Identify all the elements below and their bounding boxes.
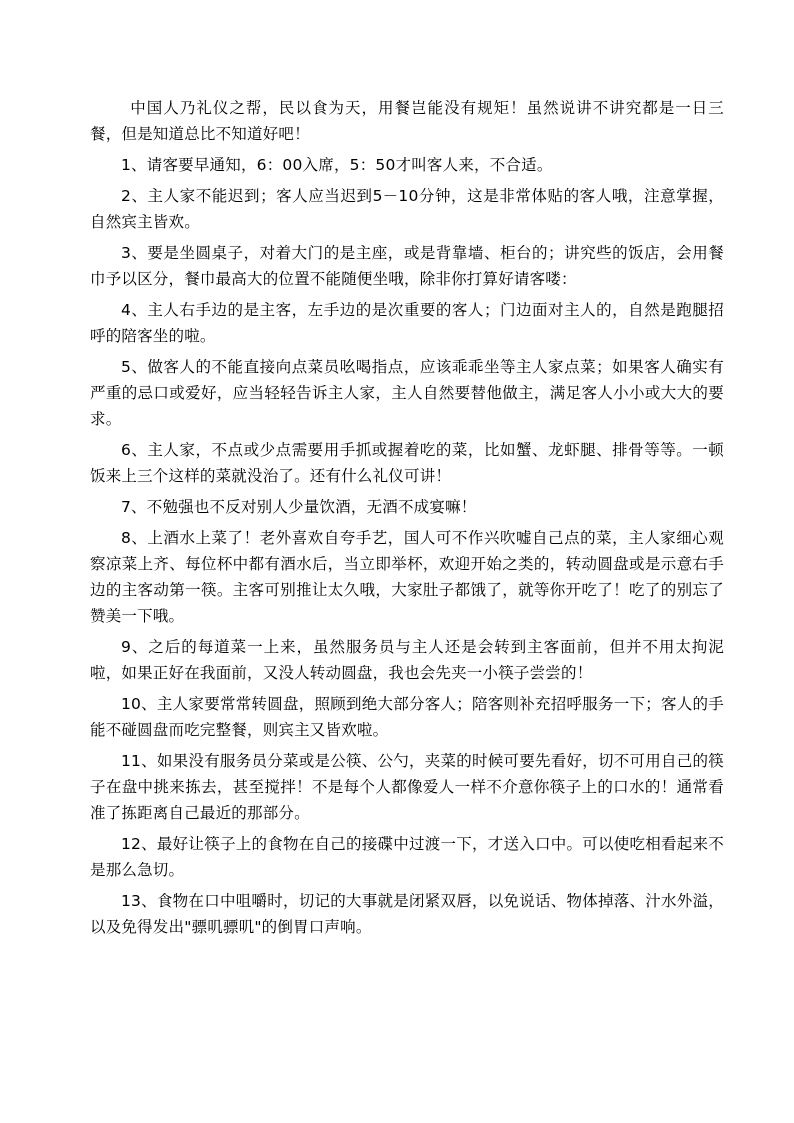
rule-paragraph-2: 2、主人家不能迟到；客人应当迟到5－10分钟，这是非常体贴的客人哦，注意掌握，自然宾主皆欢。 [90,187,724,231]
rule-paragraph-8: 8、上酒水上菜了！老外喜欢自夸手艺，国人可不作兴吹嘘自己点的菜，主人家细心观察凉菜上齐、每位杯中都有酒水后，当立即举杯，欢迎开始之类的，转动圆盘或是示意右手边的主客动第一筷。主客可别推让太久哦，大家肚子都饿了，就等你开吃了！吃了的别忘了赞美一下哦。 [90,529,724,625]
rule-paragraph-4: 4、主人右手边的是主客，左手边的是次重要的客人；门边面对主人的，自然是跑腿招呼的陪客坐的啦。 [90,301,724,345]
rule-paragraph-12: 12、最好让筷子上的食物在自己的接碟中过渡一下，才送入口中。可以使吃相看起来不是那么急切。 [90,835,724,879]
rule-paragraph-1: 1、请客要早通知，6：00入席，5：50才叫客人来，不合适。 [121,156,553,174]
rule-paragraph-11: 11、如果没有服务员分菜或是公筷、公勺，夹菜的时候可要先看好，切不可用自己的筷子在盘中挑来拣去，甚至搅拌！不是每个人都像爱人一样不介意你筷子上的口水的！通常看准了拣距离自己最近的那部分。 [90,752,724,822]
rule-paragraph-9: 9、之后的每道菜一上来，虽然服务员与主人还是会转到主客面前，但并不用太拘泥啦，如果正好在我面前，又没人转动圆盘，我也会先夹一小筷子尝尝的！ [90,638,724,682]
rule-paragraph-13: 13、食物在口中咀嚼时，切记的大事就是闭紧双唇，以免说话、物体掉落、汁水外溢，以及免得发出"骠叽骠叽"的倒胃口声响。 [90,892,724,936]
rule-paragraph-10: 10、主人家要常常转圆盘，照顾到绝大部分客人；陪客则补充招呼服务一下；客人的手能不碰圆盘而吃完整餐，则宾主又皆欢啦。 [90,695,724,739]
rule-paragraph-5: 5、做客人的不能直接向点菜员吆喝指点，应该乖乖坐等主人家点菜；如果客人确实有严重的忌口或爱好，应当轻轻告诉主人家，主人自然要替他做主，满足客人小小或大大的要求。 [90,358,724,428]
rule-paragraph-7: 7、不勉强也不反对别人少量饮酒，无酒不成宴嘛！ [121,498,477,516]
document-page [90,95,724,945]
rule-paragraph-6: 6、主人家，不点或少点需要用手抓或握着吃的菜，比如蟹、龙虾腿、排骨等等。一顿饭来上三个这样的菜就没治了。还有什么礼仪可讲！ [90,441,724,485]
rule-paragraph-3: 3、要是坐圆桌子，对着大门的是主座，或是背靠墙、柜台的；讲究些的饭店，会用餐巾予以区分，餐巾最高大的位置不能随便坐哦，除非你打算好请客喽： [90,244,724,288]
intro-paragraph: 中国人乃礼仪之帮，民以食为天，用餐岂能没有规矩！虽然说讲不讲究都是一日三餐，但是知道总比不知道好吧！ [90,99,724,143]
